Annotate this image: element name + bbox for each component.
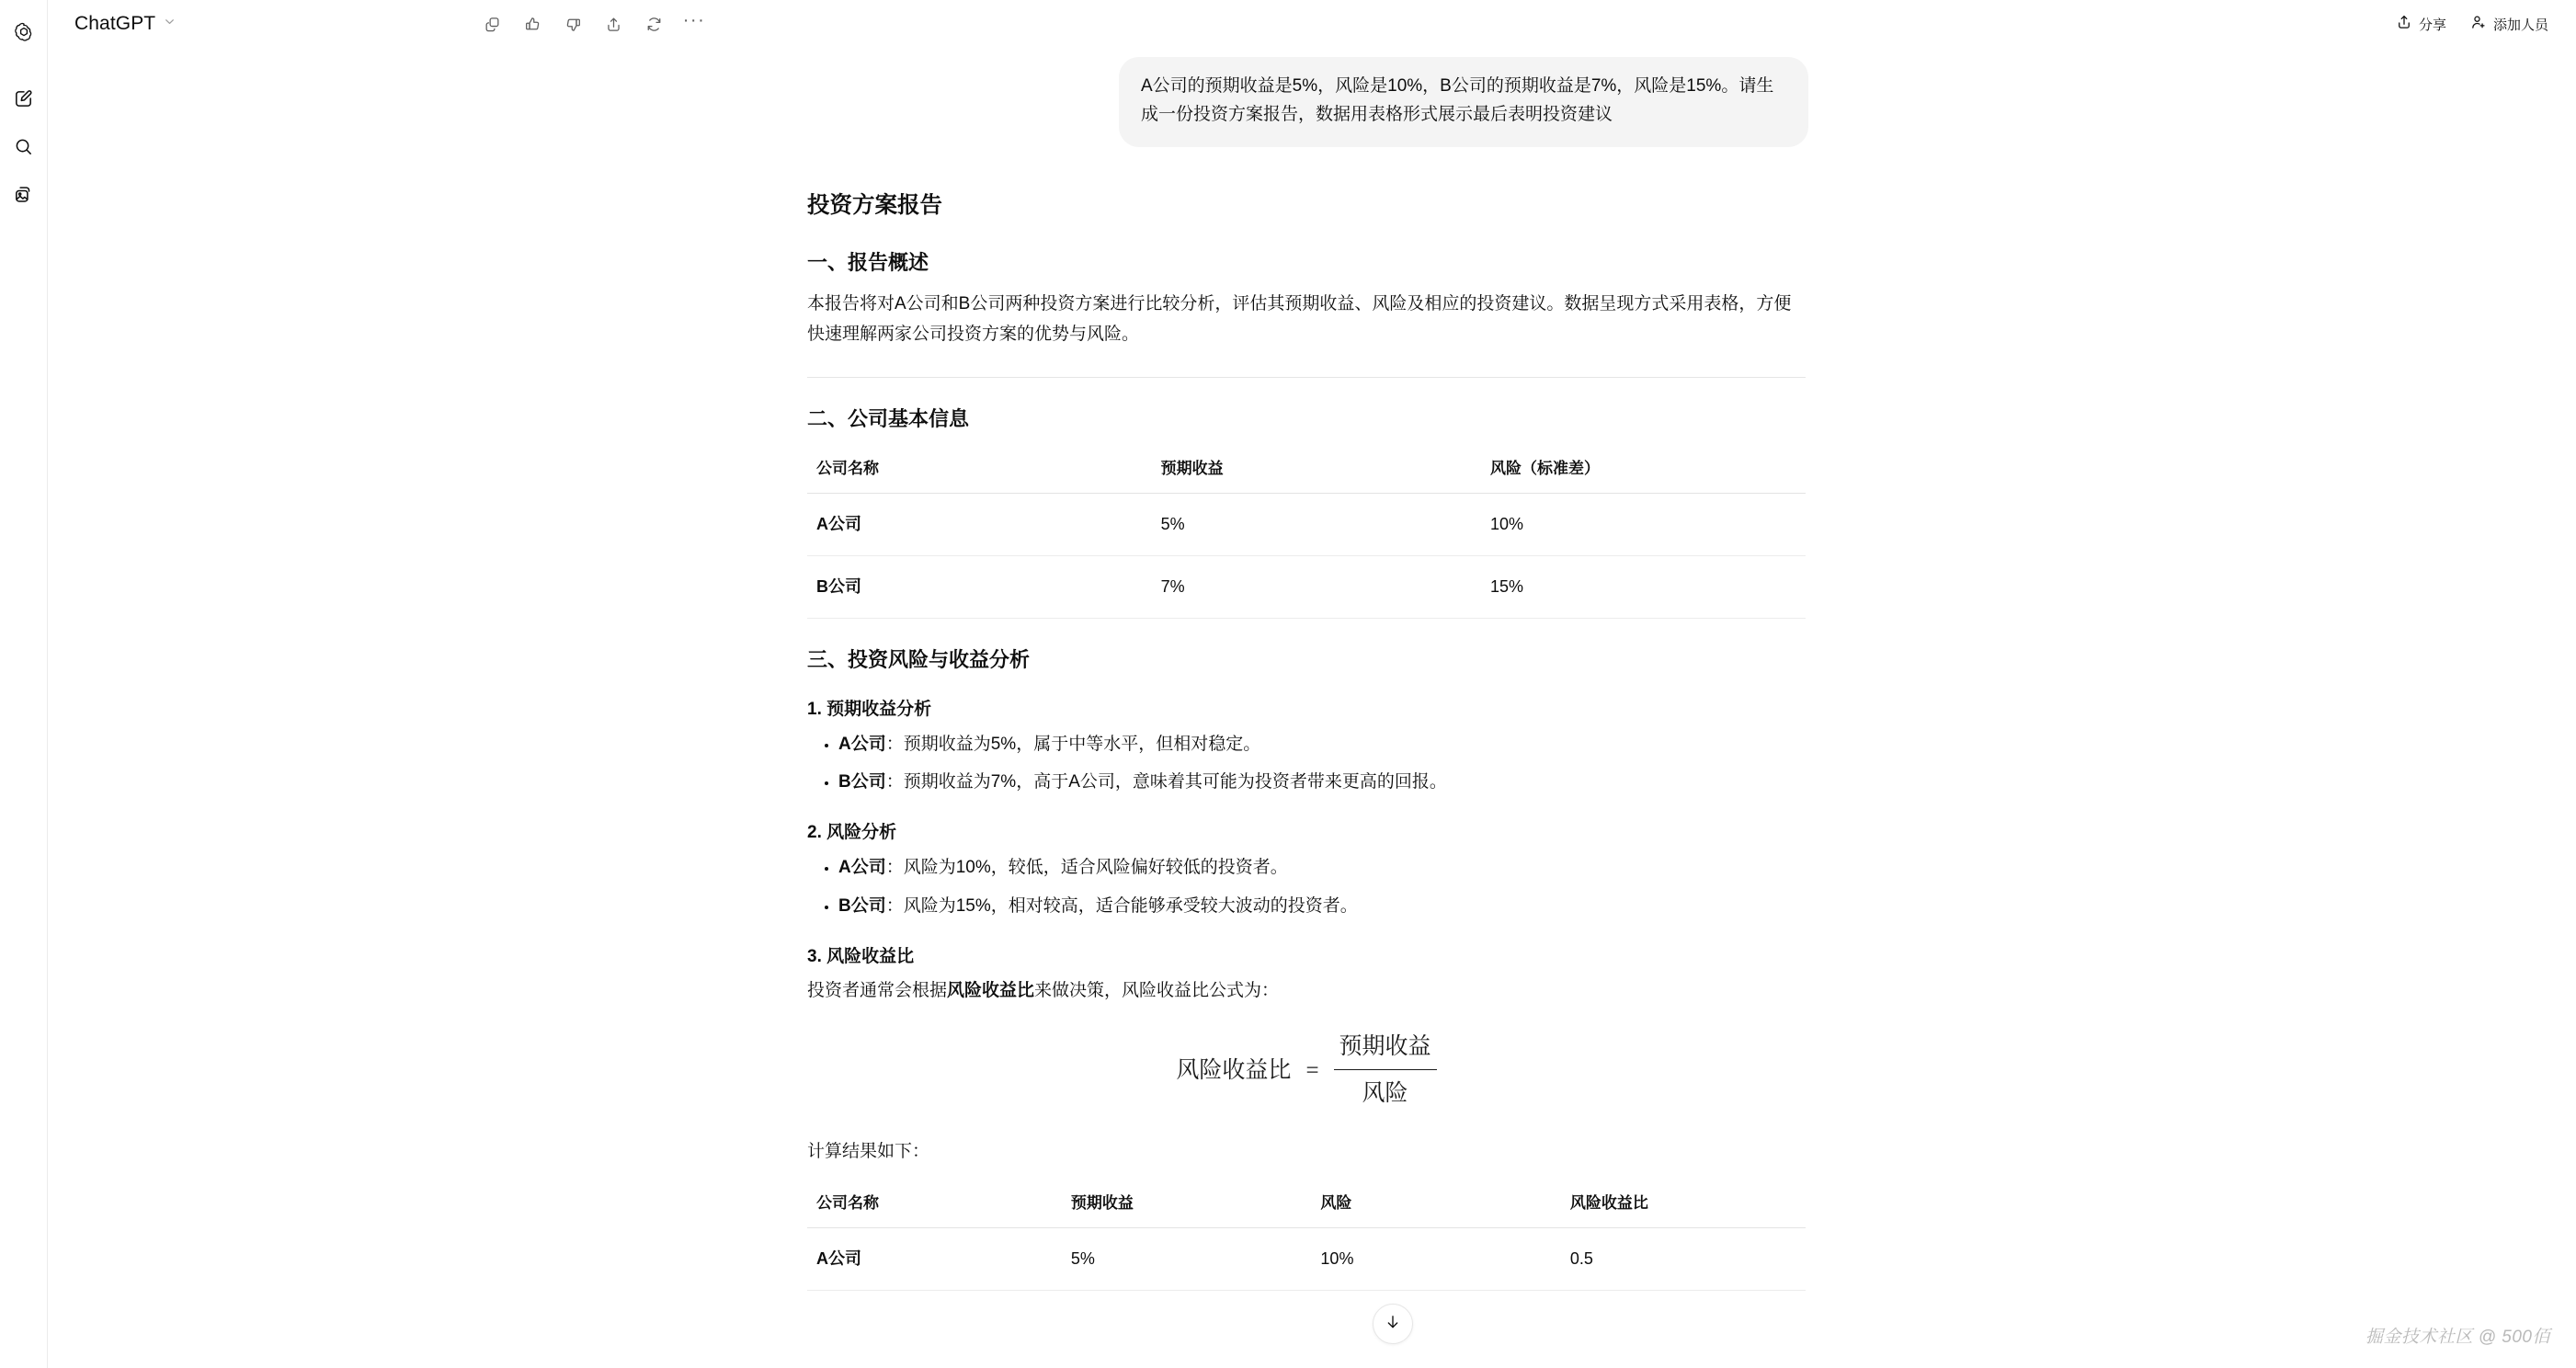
list-item bbox=[838, 730, 1806, 759]
section-2-heading: 二、公司基本信息 bbox=[807, 407, 970, 431]
message-thread bbox=[804, 48, 1808, 1291]
top-bar-right bbox=[2387, 0, 2558, 48]
regenerate-icon[interactable] bbox=[640, 10, 667, 38]
list-item bbox=[838, 853, 1806, 883]
conversation-scroll-region[interactable] bbox=[48, 48, 2576, 1368]
section-divider bbox=[807, 377, 1806, 378]
cell-return: 7% bbox=[1152, 556, 1481, 619]
th-company-name: 公司名称 bbox=[807, 446, 1152, 494]
table-row bbox=[807, 556, 1806, 619]
list-item-bold: B公司 bbox=[838, 895, 886, 916]
main-area bbox=[48, 0, 2576, 1368]
list-item bbox=[838, 892, 1806, 921]
search-icon[interactable] bbox=[6, 129, 41, 164]
cell-return: 5% bbox=[1152, 494, 1481, 556]
formula-denominator: 风险 bbox=[1362, 1081, 1408, 1107]
list-item-text: ：预期收益为7%，高于A公司，意味着其可能为投资者带来更高的回报。 bbox=[885, 772, 1447, 792]
formula-lhs: 风险收益比 bbox=[1176, 1057, 1292, 1083]
cell-risk: 10% bbox=[1481, 494, 1806, 556]
table-row bbox=[807, 494, 1806, 556]
cell-return: 5% bbox=[1062, 1228, 1312, 1291]
add-people-button[interactable] bbox=[2461, 7, 2558, 40]
new-chat-icon[interactable] bbox=[6, 81, 41, 116]
expected-return-list bbox=[807, 730, 1806, 798]
table-header-row bbox=[807, 1180, 1806, 1228]
top-bar bbox=[48, 0, 2576, 48]
share-button-label: 分享 bbox=[2418, 17, 2446, 33]
risk-return-ratio-table bbox=[807, 1180, 1806, 1291]
message-action-toolbar bbox=[478, 0, 708, 48]
formula-equals: = bbox=[1305, 1057, 1319, 1083]
chevron-down-icon bbox=[163, 15, 177, 33]
sidebar-rail bbox=[0, 0, 48, 1368]
report-title: 投资方案报告 bbox=[807, 192, 942, 218]
more-icon[interactable] bbox=[680, 10, 708, 38]
list-item-bold: A公司 bbox=[838, 734, 886, 754]
cell-risk: 10% bbox=[1311, 1228, 1561, 1291]
result-lead-paragraph: 计算结果如下： bbox=[807, 1142, 930, 1162]
risk-return-formula bbox=[807, 1027, 1806, 1113]
th-risk: 风险（标准差） bbox=[1481, 446, 1806, 494]
user-message-bubble: A公司的预期收益是5%，风险是10%，B公司的预期收益是7%，风险是15%。请生成一份投资方案报告，数据用表格形式展示最后表明投资建议 bbox=[1119, 57, 1808, 147]
user-message-row bbox=[804, 57, 1808, 147]
brand-title: ChatGPT bbox=[74, 13, 156, 34]
list-item-text: ：风险为10%，较低，适合风险偏好较低的投资者。 bbox=[885, 857, 1288, 877]
ratio-lead-bold: 风险收益比 bbox=[947, 981, 1035, 1001]
list-item-bold: B公司 bbox=[838, 772, 886, 792]
section-3-heading: 三、投资风险与收益分析 bbox=[807, 648, 1031, 672]
subsection-3-heading: 3. 风险收益比 bbox=[807, 946, 915, 966]
copy-icon[interactable] bbox=[478, 10, 506, 38]
list-item-text: ：预期收益为5%，属于中等水平，但相对稳定。 bbox=[885, 734, 1261, 754]
more-dots: ··· bbox=[682, 10, 706, 30]
ratio-lead-before: 投资者通常会根据 bbox=[807, 981, 948, 1001]
openai-logo[interactable] bbox=[6, 15, 41, 50]
formula-numerator: 预期收益 bbox=[1339, 1034, 1431, 1059]
add-people-button-label: 添加人员 bbox=[2492, 17, 2548, 33]
company-info-table bbox=[807, 446, 1806, 619]
cell-company: A公司 bbox=[807, 1228, 1062, 1291]
th-expected-return: 预期收益 bbox=[1152, 446, 1481, 494]
th-risk: 风险 bbox=[1311, 1180, 1561, 1228]
ratio-lead-after: 来做决策，风险收益比公式为： bbox=[1034, 981, 1280, 1001]
subsection-1-heading: 1. 预期收益分析 bbox=[807, 699, 932, 719]
cell-company: A公司 bbox=[807, 494, 1152, 556]
scroll-to-bottom-button[interactable] bbox=[1373, 1304, 1413, 1344]
list-item-bold: A公司 bbox=[838, 857, 886, 877]
th-expected-return: 预期收益 bbox=[1062, 1180, 1312, 1228]
arrow-down-icon bbox=[1384, 1313, 1402, 1336]
th-risk-return-ratio: 风险收益比 bbox=[1561, 1180, 1806, 1228]
cell-ratio: 0.5 bbox=[1561, 1228, 1806, 1291]
library-icon[interactable] bbox=[6, 177, 41, 211]
risk-analysis-list bbox=[807, 853, 1806, 921]
subsection-2-heading: 2. 风险分析 bbox=[807, 823, 897, 843]
thumbs-down-icon[interactable] bbox=[559, 10, 587, 38]
model-switcher[interactable] bbox=[66, 9, 185, 39]
list-item bbox=[838, 768, 1806, 797]
section-1-paragraph: 本报告将对A公司和B公司两种投资方案进行比较分析，评估其预期收益、风险及相应的投资建议。数据呈现方式采用表格，方便快速理解两家公司投资方案的优势与风险。 bbox=[807, 294, 1792, 344]
share-message-icon[interactable] bbox=[599, 10, 627, 38]
section-1-heading: 一、报告概述 bbox=[807, 251, 929, 275]
thumbs-up-icon[interactable] bbox=[519, 10, 546, 38]
list-item-text: ：风险为15%，相对较高，适合能够承受较大波动的投资者。 bbox=[885, 895, 1358, 916]
th-company-name: 公司名称 bbox=[807, 1180, 1062, 1228]
share-button[interactable] bbox=[2387, 7, 2456, 40]
person-add-icon bbox=[2470, 14, 2487, 34]
table-row bbox=[807, 1228, 1806, 1291]
watermark: 掘金技术社区 @ 500佰 bbox=[2365, 1328, 2550, 1347]
cell-company: B公司 bbox=[807, 556, 1152, 619]
ratio-lead-paragraph bbox=[807, 976, 1806, 1007]
share-upload-icon bbox=[2396, 14, 2412, 34]
assistant-message bbox=[804, 191, 1808, 1292]
formula-fraction bbox=[1334, 1027, 1437, 1113]
cell-risk: 15% bbox=[1481, 556, 1806, 619]
table-header-row bbox=[807, 446, 1806, 494]
